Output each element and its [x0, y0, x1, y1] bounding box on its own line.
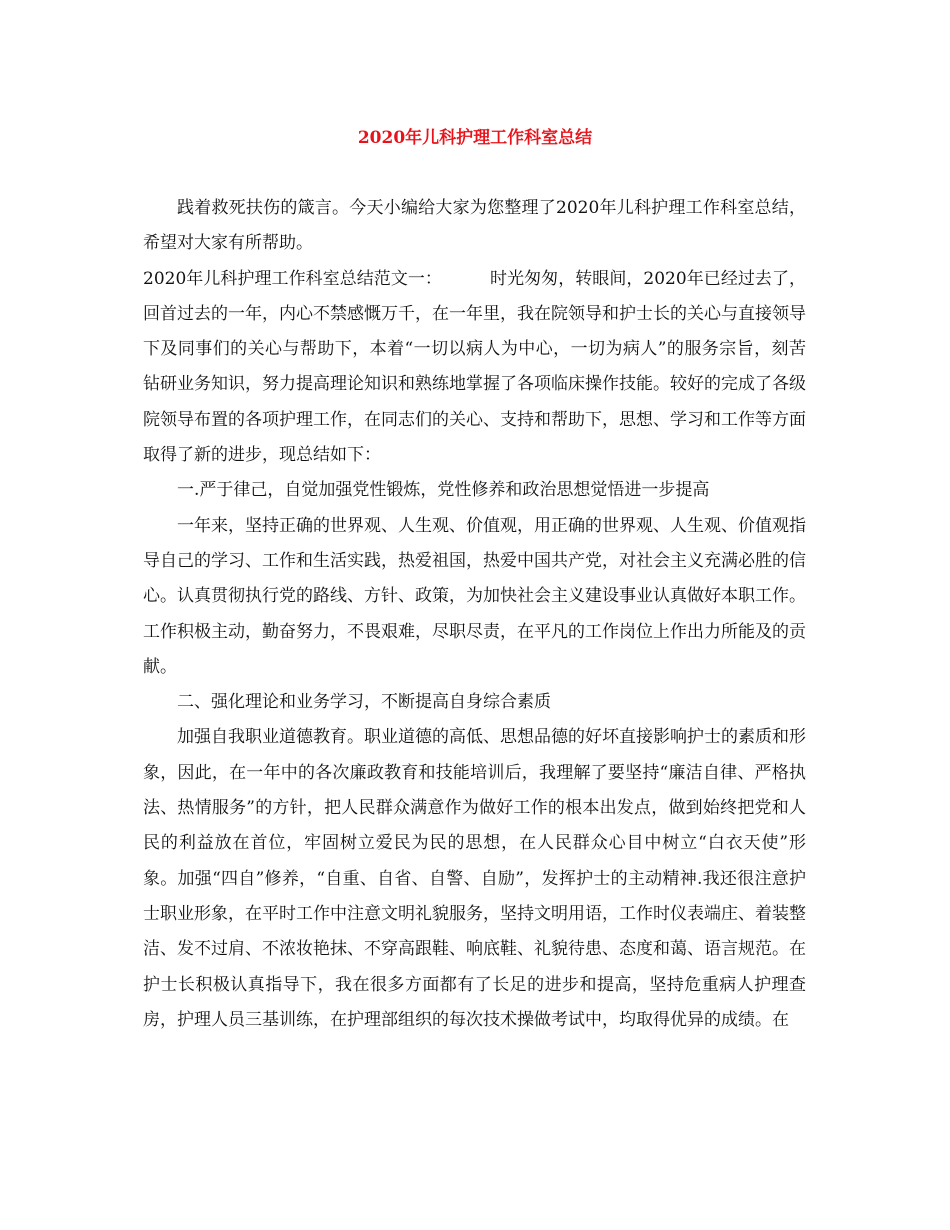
section-two-heading: 二、强化理论和业务学习，不断提高自身综合素质 — [177, 692, 551, 713]
intro-paragraph: 践着救死扶伤的箴言。今天小编给大家为您整理了2020年儿科护理工作科室总结，希望对大家有所帮助。 — [143, 198, 806, 254]
section-one-paragraph: 一年来，坚持正确的世界观、人生观、价值观，用正确的世界观、人生观、价值观指导自己的学习、工作和生活实践，热爱祖国，热爱中国共产党，对社会主义充满必胜的信心。认真贯彻执行党的路线、方针、政策，为加快社会主义建设事业认真做好本职工作。工作积极主动，勤奋努力，不畏艰难，尽职尽责，在平凡的工作岗位上作出力所能及的贡献。 — [143, 515, 806, 677]
document-title: 2020年儿科护理工作科室总结 — [357, 128, 593, 148]
document-body — [143, 191, 806, 1038]
sample-one-heading: 2020年儿科护理工作科室总结范文一： — [143, 268, 442, 289]
sample-one-body: 时光匆匆，转眼间，2020年已经过去了，回首过去的一年，内心不禁感慨万千，在一年里，我在院领导和护士长的关心与直接领导下及同事们的关心与帮助下，本着“一切以病人为中心，一切为病人”的服务宗旨，刻苦钻研业务知识，努力提高理论知识和熟练地掌握了各项临床操作技能。较好的完成了各级院领导布置的各项护理工作，在同志们的关心、支持和帮助下，思想、学习和工作等方面取得了新的进步，现总结如下： — [143, 268, 807, 466]
section-one-heading: 一.严于律己，自觉加强党性锻炼，党性修养和政治思想觉悟进一步提高 — [177, 480, 710, 501]
section-two-paragraph: 加强自我职业道德教育。职业道德的高低、思想品德的好坏直接影响护士的素质和形象，因此，在一年中的各次廉政教育和技能培训后，我理解了要坚持“廉洁自律、严格执法、热情服务”的方针，把人民群众满意作为做好工作的根本出发点，做到始终把党和人民的利益放在首位，牢固树立爱民为民的思想，在人民群众心目中树立“白衣天使”形象。加强“四自”修养，“自重、自省、自警、自励”，发挥护士的主动精神.我还很注意护士职业形象，在平时工作中注意文明礼貌服务，坚持文明用语，工作时仪表端庄、着装整洁、发不过肩、不浓妆艳抹、不穿高跟鞋、响底鞋、礼貌待患、态度和蔼、语言规范。在护士长积极认真指导下，我在很多方面都有了长足的进步和提高，坚持危重病人护理查房，护理人员三基训练，在护理部组织的每次技术操做考试中，均取得优异的成绩。在 — [143, 727, 806, 1030]
sample-one-paragraph — [143, 262, 806, 474]
